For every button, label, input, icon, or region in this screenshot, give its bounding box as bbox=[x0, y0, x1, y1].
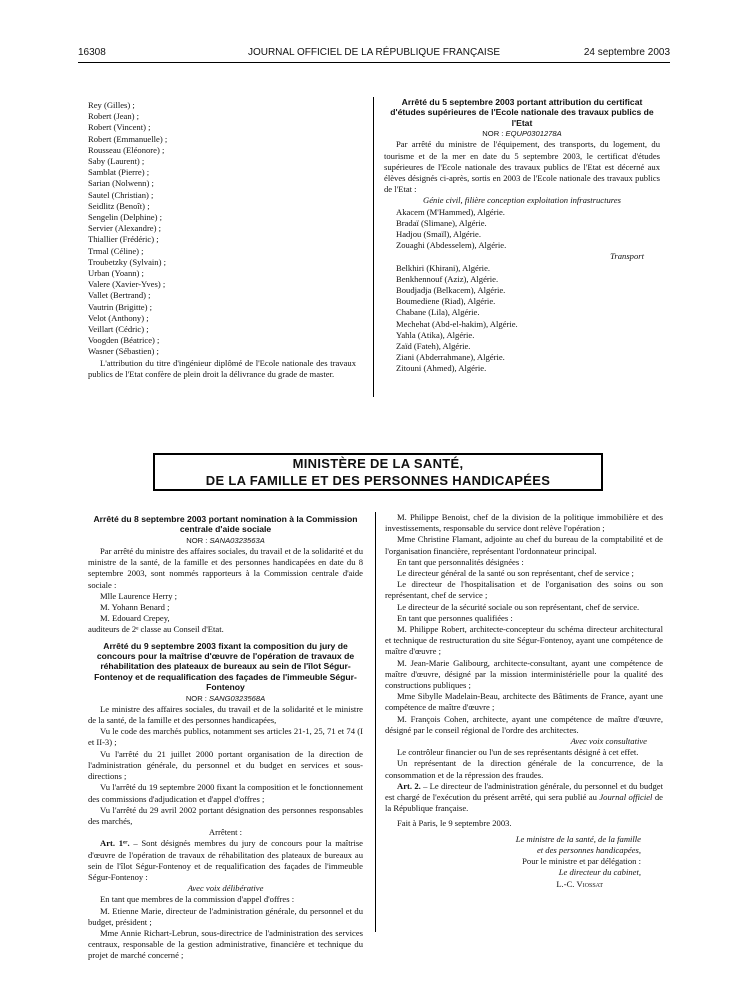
list-item: Hadjou (Smaïl), Algérie. bbox=[396, 229, 481, 240]
decree-intro: Par arrêté du ministre de l'équipement, des transports, du logement, du tourisme et de la mer en date du 5 septembre 2003, le certificat d'études supérieures de l'Ecole nationale des travaux publics de l'Etat est décerné aux élèves désignés ci-après, sortis en 2003 de l'Ecole nationale des travaux publics de l'Etat : bbox=[384, 139, 660, 195]
signature-line-4: Le directeur du cabinet, bbox=[558, 867, 641, 878]
list-item: Benkhennouf (Aziz), Algérie. bbox=[396, 273, 499, 284]
voix-consultative-heading: Avec voix consultative bbox=[570, 736, 647, 747]
list-item: Boudjadja (Belkacem), Algérie. bbox=[396, 285, 506, 296]
section-civil-names bbox=[384, 207, 660, 252]
list-item: Robert (Jean) ; bbox=[88, 111, 140, 122]
list-item: Rousseau (Eléonore) ; bbox=[88, 144, 165, 155]
list-item: Le ministre des affaires sociales, du travail et de la solidarité et le ministre de la santé, de la famille et des personnes handicapées, bbox=[88, 703, 363, 726]
list-item: Mme Christine Flamant, adjointe au chef du bureau de la comptabilité et de l'organisation financière, représentant l'ordonnateur principal. bbox=[385, 534, 663, 556]
list-item: Ziani (Abderrahmane), Algérie. bbox=[396, 352, 505, 363]
section-heading-transport: Transport bbox=[610, 251, 644, 262]
article-2: Art. 2. – Le directeur de l'administration générale, du personnel et du budget est chargé de l'exécution du présent arrêté, qui sera publié au Journal officiel de la République française. bbox=[385, 780, 664, 814]
list-item: Saby (Laurent) ; bbox=[88, 156, 145, 167]
list-item: M. Philippe Robert, architecte-concepteur du schéma directeur architectural et technique de restructuration du site Ségur-Fontenoy, ayant une compétence de maître d'œuvre ; bbox=[385, 624, 663, 657]
list-item: Sarian (Nolwenn) ; bbox=[88, 178, 154, 189]
list-item: M. Yohann Benard ; bbox=[100, 602, 170, 613]
list-item: Le directeur général de la santé ou son représentant, chef de service ; bbox=[397, 568, 634, 579]
voix-deliberative-heading: Avec voix délibérative bbox=[187, 883, 264, 894]
decree-title-jury: Arrêté du 9 septembre 2003 fixant la composition du jury de concours pour la maîtrise d'œuvre de l'opération de travaux de réhabilitation des plateaux de bureaux au sein de l'îlot Ségur-Fontenoy et de requalification des façades de l'immeuble Ségur-Fontenoy bbox=[94, 640, 357, 693]
column-divider bbox=[373, 97, 374, 397]
list-item: Zouaghi (Abdesselem), Algérie. bbox=[396, 240, 507, 251]
list-item: En tant que personnes qualifiées : bbox=[397, 612, 513, 623]
list-item: Vu l'arrêté du 21 juillet 2000 portant organisation de la direction de l'administration générale, du personnel et du budget en services et sous-directions ; bbox=[88, 748, 363, 782]
list-item: M. Philippe Benoist, chef de la division de la politique immobilière et des investissements, responsable du service dont relève l'opération ; bbox=[385, 512, 663, 534]
signatory-name: L.-C. Viossat bbox=[556, 878, 603, 889]
ministry-line-2: DE LA FAMILLE ET DES PERSONNES HANDICAPÉES bbox=[205, 473, 551, 488]
publication-date: 24 septembre 2003 bbox=[583, 47, 670, 58]
journal-title: JOURNAL OFFICIEL DE LA RÉPUBLIQUE FRANÇAISE bbox=[247, 47, 501, 58]
list-item: Velot (Anthony) ; bbox=[88, 312, 149, 323]
top-left-column bbox=[88, 100, 356, 380]
decree-title: Arrêté du 5 septembre 2003 portant attribution du certificat d'études supérieures de l'Ecole nationale des travaux publics de l'Etat bbox=[390, 97, 654, 128]
page-number: 16308 bbox=[78, 47, 106, 58]
list-item: Akacem (M'Hammed), Algérie. bbox=[396, 206, 505, 217]
top-right-column bbox=[384, 97, 660, 375]
nor-reference-jury: NOR : SANG0323568A bbox=[185, 693, 266, 703]
article-1: Art. 1ᵉʳ. – Sont désignés membres du jury de concours pour la maîtrise d'œuvre de l'opération de travaux de réhabilitation des plateaux de bureaux au sein de l'îlot Ségur-Fontenoy et de requalification des façades de l'immeuble Ségur-Fontenoy : bbox=[88, 838, 363, 882]
list-item: Le contrôleur financier ou l'un de ses représentants désigné à cet effet. bbox=[397, 747, 639, 758]
list-item: Le directeur de la sécurité sociale ou son représentant, chef de service. bbox=[397, 601, 640, 612]
visas-list bbox=[88, 704, 363, 827]
list-item: Robert (Vincent) ; bbox=[88, 122, 151, 133]
list-item: Un représentant de la direction générale de la concurrence, de la consommation et de la répression des fraudes. bbox=[385, 758, 663, 780]
list-item: Boumediene (Riad), Algérie. bbox=[396, 296, 496, 307]
list-item: Vu le code des marchés publics, notamment ses articles 21-1, 25, 71 et 74 (I et II-3) ; bbox=[88, 726, 363, 748]
list-item: Sengelin (Delphine) ; bbox=[88, 212, 162, 223]
list-item: Samblat (Pierre) ; bbox=[88, 167, 150, 178]
list-item: Le directeur de l'hospitalisation et de l'organisation des soins ou son représentant, chef de service ; bbox=[385, 579, 663, 601]
list-item: Belkhiri (Khirani), Algérie. bbox=[396, 262, 491, 273]
nomination-end: auditeurs de 2ᵉ classe au Conseil d'Etat. bbox=[88, 624, 224, 635]
list-item: Zaïd (Fateh), Algérie. bbox=[396, 341, 471, 352]
list-item: En tant que personnalités désignées : bbox=[397, 556, 524, 567]
list-item: Servier (Alexandre) ; bbox=[88, 223, 162, 234]
jury-members-continued bbox=[385, 512, 663, 736]
nomination-text: Par arrêté du ministre des affaires sociales, du travail et de la solidarité et du ministre de la santé, de la famille et des personnes handicapées en date du 8 septembre 2003, sont nommés rapporteurs à la Commission centrale d'aide sociale : bbox=[88, 546, 363, 590]
bottom-right-column bbox=[385, 512, 663, 890]
list-item: Wasner (Sébastien) ; bbox=[88, 346, 159, 357]
graduate-names-list bbox=[88, 100, 356, 358]
list-item: M. Etienne Marie, directeur de l'administration générale, du personnel et du budget, président ; bbox=[88, 905, 363, 927]
list-item: M. François Cohen, architecte, ayant une compétence de maître d'œuvre, désigné par le conseil régional de l'ordre des architectes. bbox=[385, 713, 663, 735]
nor-reference-nomination: NOR : SANA0323563A bbox=[186, 535, 265, 545]
list-item: Voogden (Béatrice) ; bbox=[88, 335, 160, 346]
nomination-names bbox=[88, 591, 363, 625]
list-item: Urban (Yoann) ; bbox=[88, 268, 144, 279]
ministry-line-1: MINISTÈRE DE LA SANTÉ, bbox=[292, 456, 464, 471]
list-item: Vu l'arrêté du 19 septembre 2000 fixant la composition et le fonctionnement des commissions d'adjudication et d'appel d'offres ; bbox=[88, 782, 363, 804]
list-item: Mlle Laurence Herry ; bbox=[100, 590, 178, 601]
decree-title-nomination: Arrêté du 8 septembre 2003 portant nomination à la Commission centrale d'aide sociale bbox=[93, 514, 358, 535]
signature-line-1: Le ministre de la santé, de la famille bbox=[515, 833, 641, 844]
section-heading-civil: Génie civil, filière conception exploitation infrastructures bbox=[423, 195, 621, 206]
list-item: Bradaï (Slimane), Algérie. bbox=[396, 217, 487, 228]
list-item: Mechehat (Abd-el-hakim), Algérie. bbox=[396, 318, 518, 329]
list-item: Trmal (Céline) ; bbox=[88, 245, 144, 256]
signature-line-3: Pour le ministre et par délégation : bbox=[522, 856, 641, 867]
jury-members bbox=[88, 894, 363, 961]
list-item: Sautel (Christian) ; bbox=[88, 189, 154, 200]
closing-paragraph: L'attribution du titre d'ingénieur diplômé de l'Ecole nationale des travaux publics de l'Etat confère de plein droit la délivrance du grade de master. bbox=[88, 357, 356, 379]
list-item: Valere (Xavier-Yves) ; bbox=[88, 279, 166, 290]
page-header bbox=[78, 47, 670, 61]
list-item: En tant que membres de la commission d'appel d'offres : bbox=[100, 894, 295, 905]
list-item: Zitouni (Ahmed), Algérie. bbox=[396, 363, 487, 374]
header-rule bbox=[78, 62, 670, 63]
nor-reference: NOR : EQUP0301278A bbox=[482, 129, 562, 139]
list-item: M. Edouard Crepey, bbox=[100, 613, 170, 624]
ministry-heading-box bbox=[153, 453, 603, 491]
list-item: Robert (Emmanuelle) ; bbox=[88, 133, 168, 144]
list-item: Veillart (Cédric) ; bbox=[88, 324, 149, 335]
consultative-members bbox=[385, 747, 663, 781]
list-item: Vautrin (Brigitte) ; bbox=[88, 301, 152, 312]
column-divider-bottom bbox=[375, 512, 376, 932]
fait-a-paris: Fait à Paris, le 9 septembre 2003. bbox=[397, 818, 512, 829]
list-item: Thiallier (Frédéric) ; bbox=[88, 234, 159, 245]
signature-line-2: et des personnes handicapées, bbox=[536, 844, 641, 855]
list-item: Mme Sibylle Madelain-Beau, architecte des Bâtiments de France, ayant une compétence de maître d'œuvre ; bbox=[385, 691, 663, 713]
list-item: Mme Annie Richart-Lebrun, sous-directrice de l'administration des services centraux, responsable de la gestion administrative, financière et technique du projet de marché concerné ; bbox=[88, 927, 363, 961]
list-item: Seidlitz (Benoît) ; bbox=[88, 200, 150, 211]
list-item: Vu l'arrêté du 29 avril 2002 portant désignation des personnes responsables des marchés, bbox=[88, 804, 363, 826]
bottom-left-column bbox=[88, 514, 363, 962]
list-item: M. Jean-Marie Galibourg, architecte-consultant, ayant une compétence de maître d'œuvre, désigné par la mission interministérielle pour la qualité des constructions publiques ; bbox=[385, 657, 663, 691]
list-item: Yahla (Atika), Algérie. bbox=[396, 329, 475, 340]
list-item: Rey (Gilles) ; bbox=[88, 100, 135, 110]
list-item: Chabane (Lila), Algérie. bbox=[396, 307, 480, 318]
arretent-label: Arrêtent : bbox=[208, 827, 243, 838]
list-item: Troubetzky (Sylvain) ; bbox=[88, 256, 166, 267]
section-transport-names bbox=[384, 263, 660, 375]
list-item: Vallet (Bertrand) ; bbox=[88, 290, 151, 301]
